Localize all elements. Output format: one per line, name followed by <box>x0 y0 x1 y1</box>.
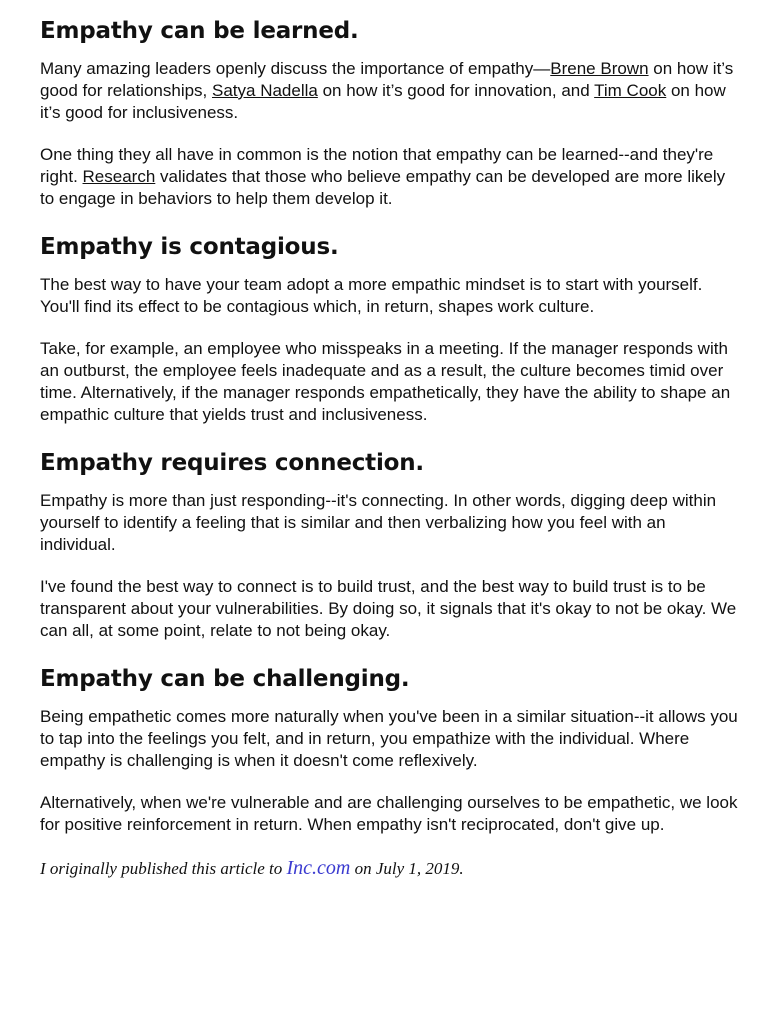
paragraph: Take, for example, an employee who misspeaks in a meeting. If the manager responds with an outburst, the employee feels inadequate and as a result, the culture becomes timid over time. Alternatively, if the manager responds empathetically, they have the ability to shape an empathic culture that yields trust and inclusiveness. <box>40 339 731 424</box>
publication-note <box>40 856 740 881</box>
link-tim-cook[interactable]: Tim Cook <box>594 81 667 100</box>
paragraph: The best way to have your team adopt a more empathic mindset is to start with yourself. You'll find its effect to be contagious which, in return, shapes work culture. <box>40 275 703 316</box>
text: validates that those who believe empathy can be developed are more likely to engage in behaviors to help them develop it. <box>40 167 726 208</box>
link-satya-nadella[interactable]: Satya Nadella <box>212 81 318 100</box>
section-connection <box>40 446 740 642</box>
link-brene-brown[interactable]: Brene Brown <box>550 59 649 78</box>
section-challenging <box>40 662 740 836</box>
section-heading: Empathy requires connection. <box>40 450 424 476</box>
text: Many amazing leaders openly discuss the importance of empathy— <box>40 59 551 78</box>
footer-text: on July 1, 2019. <box>350 859 464 878</box>
paragraph: I've found the best way to connect is to build trust, and the best way to build trust is to be transparent about your vulnerabilities. By doing so, it signals that it's okay to not be okay. We can all, at some point, relate to not being okay. <box>40 577 737 640</box>
section-heading: Empathy can be learned. <box>40 18 359 44</box>
section-contagious <box>40 230 740 426</box>
text: on how it’s good for inclusiveness. <box>40 81 726 122</box>
paragraph: Alternatively, when we're vulnerable and are challenging ourselves to be empathetic, we look for positive reinforcement in return. When empathy isn't reciprocated, don't give up. <box>40 793 738 834</box>
section-heading: Empathy can be challenging. <box>40 666 410 692</box>
section-learned <box>40 14 740 210</box>
footer-text: I originally published this article to <box>40 859 287 878</box>
article <box>40 14 740 881</box>
section-heading: Empathy is contagious. <box>40 234 339 260</box>
text: on how it’s good for relationships, <box>40 59 734 100</box>
link-inc-com[interactable]: Inc.com <box>286 857 351 879</box>
paragraph <box>40 144 740 210</box>
text: One thing they all have in common is the notion that empathy can be learned--and they're right. <box>40 145 714 186</box>
paragraph: Empathy is more than just responding--it's connecting. In other words, digging deep within yourself to identify a feeling that is similar and then verbalizing how you feel with an individual. <box>40 491 717 554</box>
paragraph <box>40 58 740 124</box>
text: on how it’s good for innovation, and <box>317 81 595 100</box>
link-research[interactable]: Research <box>82 167 156 186</box>
paragraph: Being empathetic comes more naturally when you've been in a similar situation--it allows you to tap into the feelings you felt, and in return, you empathize with the individual. Where empathy is challenging is when it doesn't come reflexively. <box>40 707 738 770</box>
